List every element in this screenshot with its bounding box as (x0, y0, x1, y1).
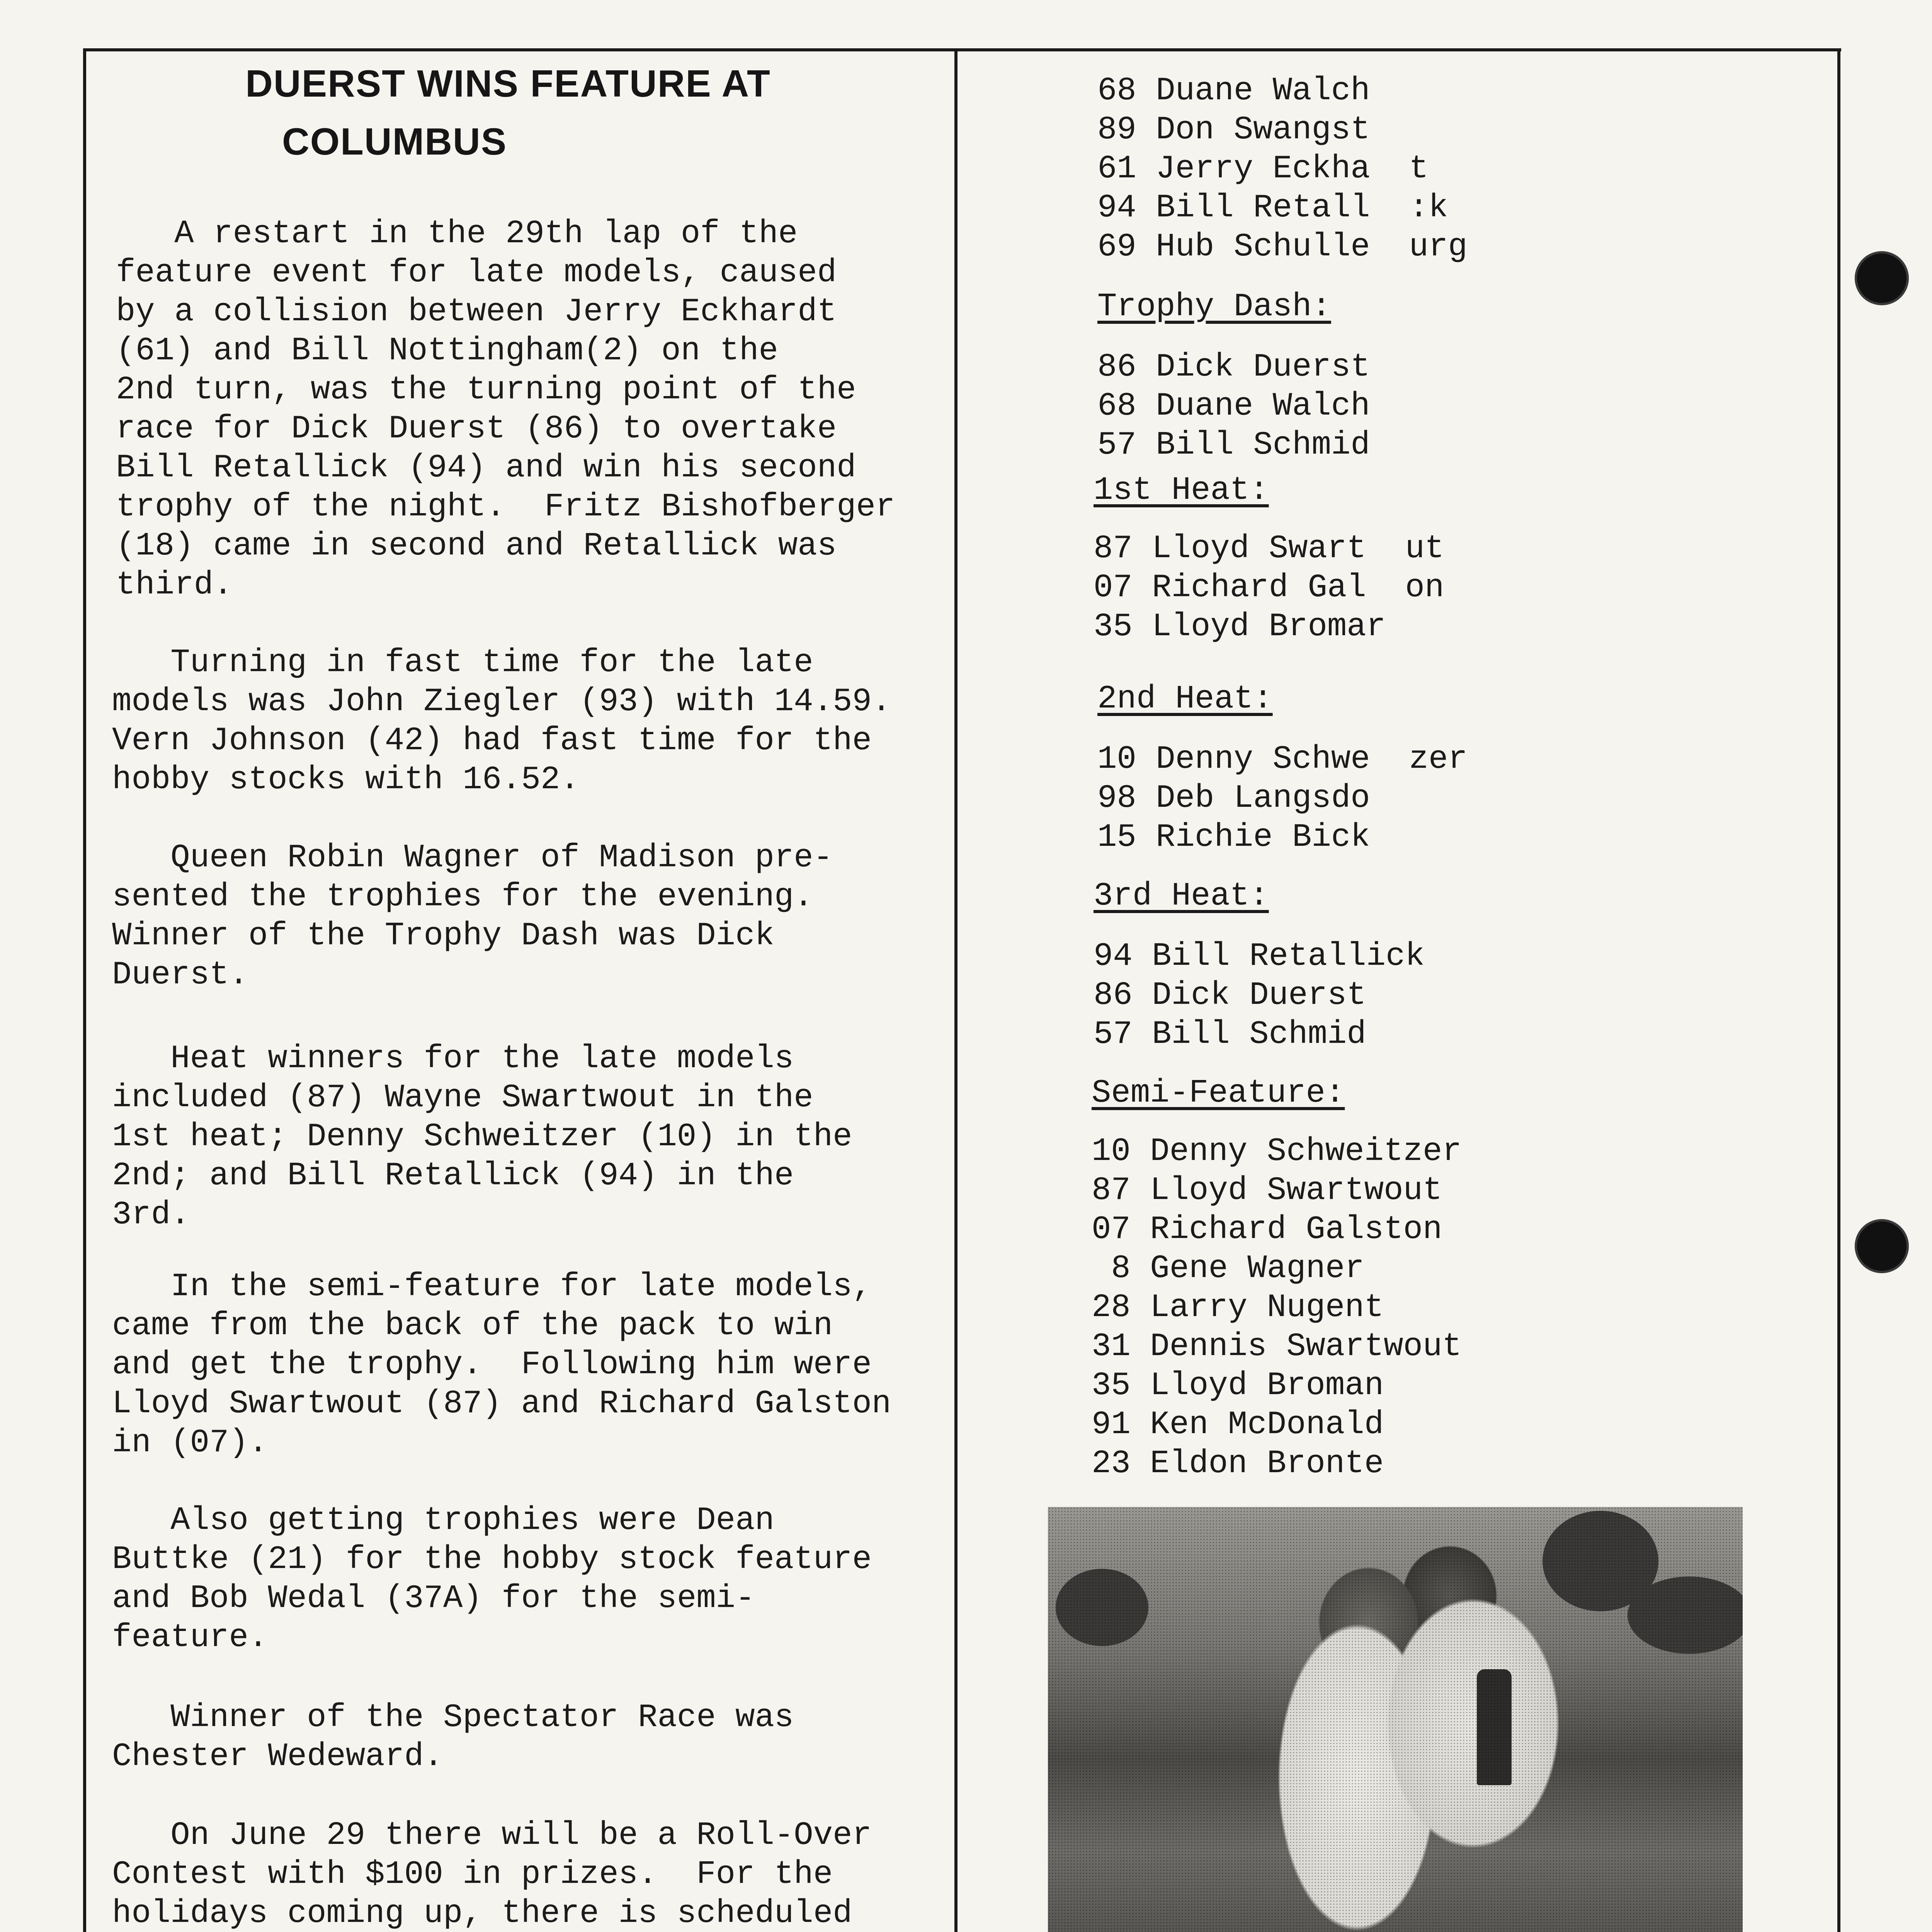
heat2-label: 2nd Heat: (1097, 681, 1273, 718)
result-entry: 87 Lloyd Swartwout (1092, 1172, 1442, 1209)
semi-feature-label: Semi-Feature: (1092, 1075, 1345, 1112)
result-entry: 31 Dennis Swartwout (1092, 1328, 1462, 1365)
article-paragraph-8: On June 29 there will be a Roll-Over Contest with $100 in prizes. For the holidays coming up, there is scheduled (112, 1817, 872, 1932)
result-entry: 61 Jerry Eckha t (1097, 151, 1429, 187)
result-entry: 68 Duane Walch (1097, 388, 1370, 425)
result-entry: 28 Larry Nugent (1092, 1289, 1384, 1326)
result-entry: 86 Dick Duerst (1094, 977, 1366, 1014)
result-entry: 86 Dick Duerst (1097, 349, 1370, 386)
trophy-dash-list (1097, 348, 1370, 465)
result-entry: 15 Richie Bick (1097, 819, 1370, 856)
article-paragraph-7: Winner of the Spectator Race was Chester Wedeward. (112, 1699, 794, 1775)
article-paragraph-1: A restart in the 29th lap of the feature event for late models, caused by a collision between Jerry Eckhardt (61) and Bill Nottingham(2) on the 2nd turn, was the turning point of the race for Dick Duerst (86) to overtake Bill Retallick (94) and win his second trophy of the night. Fritz Bishofberger (18) came in second and Retallick was third. (116, 216, 895, 604)
article-paragraph-6: Also getting trophies were Dean Buttke (21) for the hobby stock feature and Bob Wedal (37A) for the semi- feature. (112, 1502, 872, 1656)
outer-frame-top (83, 48, 1841, 51)
article-paragraph-4: Heat winners for the late models included (87) Wayne Swartwout in the 1st heat; Denny Schweitzer (10) in the 2nd; and Bill Retallick (94) in the 3rd. (112, 1041, 852, 1233)
article-paragraph-5: In the semi-feature for late models, came from the back of the pack to win and get the trophy. Following him were Lloyd Swartwout (87) and Richard Galston in (07). (112, 1269, 891, 1461)
result-entry: 35 Lloyd Broman (1092, 1367, 1384, 1404)
result-entry: 07 Richard Galston (1092, 1211, 1442, 1248)
result-entry: 57 Bill Schmid (1094, 1016, 1366, 1053)
result-entry: 68 Duane Walch (1097, 73, 1370, 109)
punch-hole-middle (1855, 1219, 1909, 1273)
column-divider (954, 48, 957, 1932)
trophy-dash-label: Trophy Dash: (1097, 289, 1331, 325)
punch-hole-top (1855, 251, 1909, 305)
photo-halftone (1048, 1507, 1743, 1932)
continued-results-list (1097, 71, 1468, 267)
result-entry: 69 Hub Schulle urg (1097, 229, 1468, 265)
trophy-photo (1048, 1507, 1743, 1932)
result-entry: 57 Bill Schmid (1097, 427, 1370, 464)
heat2-list (1097, 740, 1468, 857)
result-entry: 35 Lloyd Bromar (1094, 609, 1386, 645)
article-paragraph-2: Turning in fast time for the late models was John Ziegler (93) with 14.59. Vern Johnson (42) had fast time for the hobby stocks with 16.52. (112, 645, 891, 798)
outer-frame-left (83, 48, 86, 1932)
heat1-list (1094, 529, 1444, 646)
result-entry: 94 Bill Retallick (1094, 938, 1425, 975)
headline-line-1: DUERST WINS FEATURE AT (245, 62, 771, 105)
result-entry: 98 Deb Langsdo (1097, 780, 1370, 817)
result-entry: 07 Richard Gal on (1094, 570, 1444, 606)
result-entry: 8 Gene Wagner (1092, 1250, 1364, 1287)
heat3-label: 3rd Heat: (1094, 878, 1269, 915)
result-entry: 91 Ken McDonald (1092, 1406, 1384, 1443)
semi-feature-list (1092, 1132, 1462, 1483)
outer-frame-right (1837, 48, 1840, 1932)
result-entry: 23 Eldon Bronte (1092, 1446, 1384, 1482)
heat3-list (1094, 937, 1425, 1054)
result-entry: 10 Denny Schwe zer (1097, 741, 1468, 778)
heat1-label: 1st Heat: (1094, 472, 1269, 509)
result-entry: 89 Don Swangst (1097, 112, 1370, 148)
result-entry: 10 Denny Schweitzer (1092, 1133, 1462, 1170)
result-entry: 87 Lloyd Swart ut (1094, 531, 1444, 567)
article-paragraph-3: Queen Robin Wagner of Madison pre- sented the trophies for the evening. Winner of the Trophy Dash was Dick Duerst. (112, 840, 833, 993)
result-entry: 94 Bill Retall :k (1097, 190, 1448, 226)
